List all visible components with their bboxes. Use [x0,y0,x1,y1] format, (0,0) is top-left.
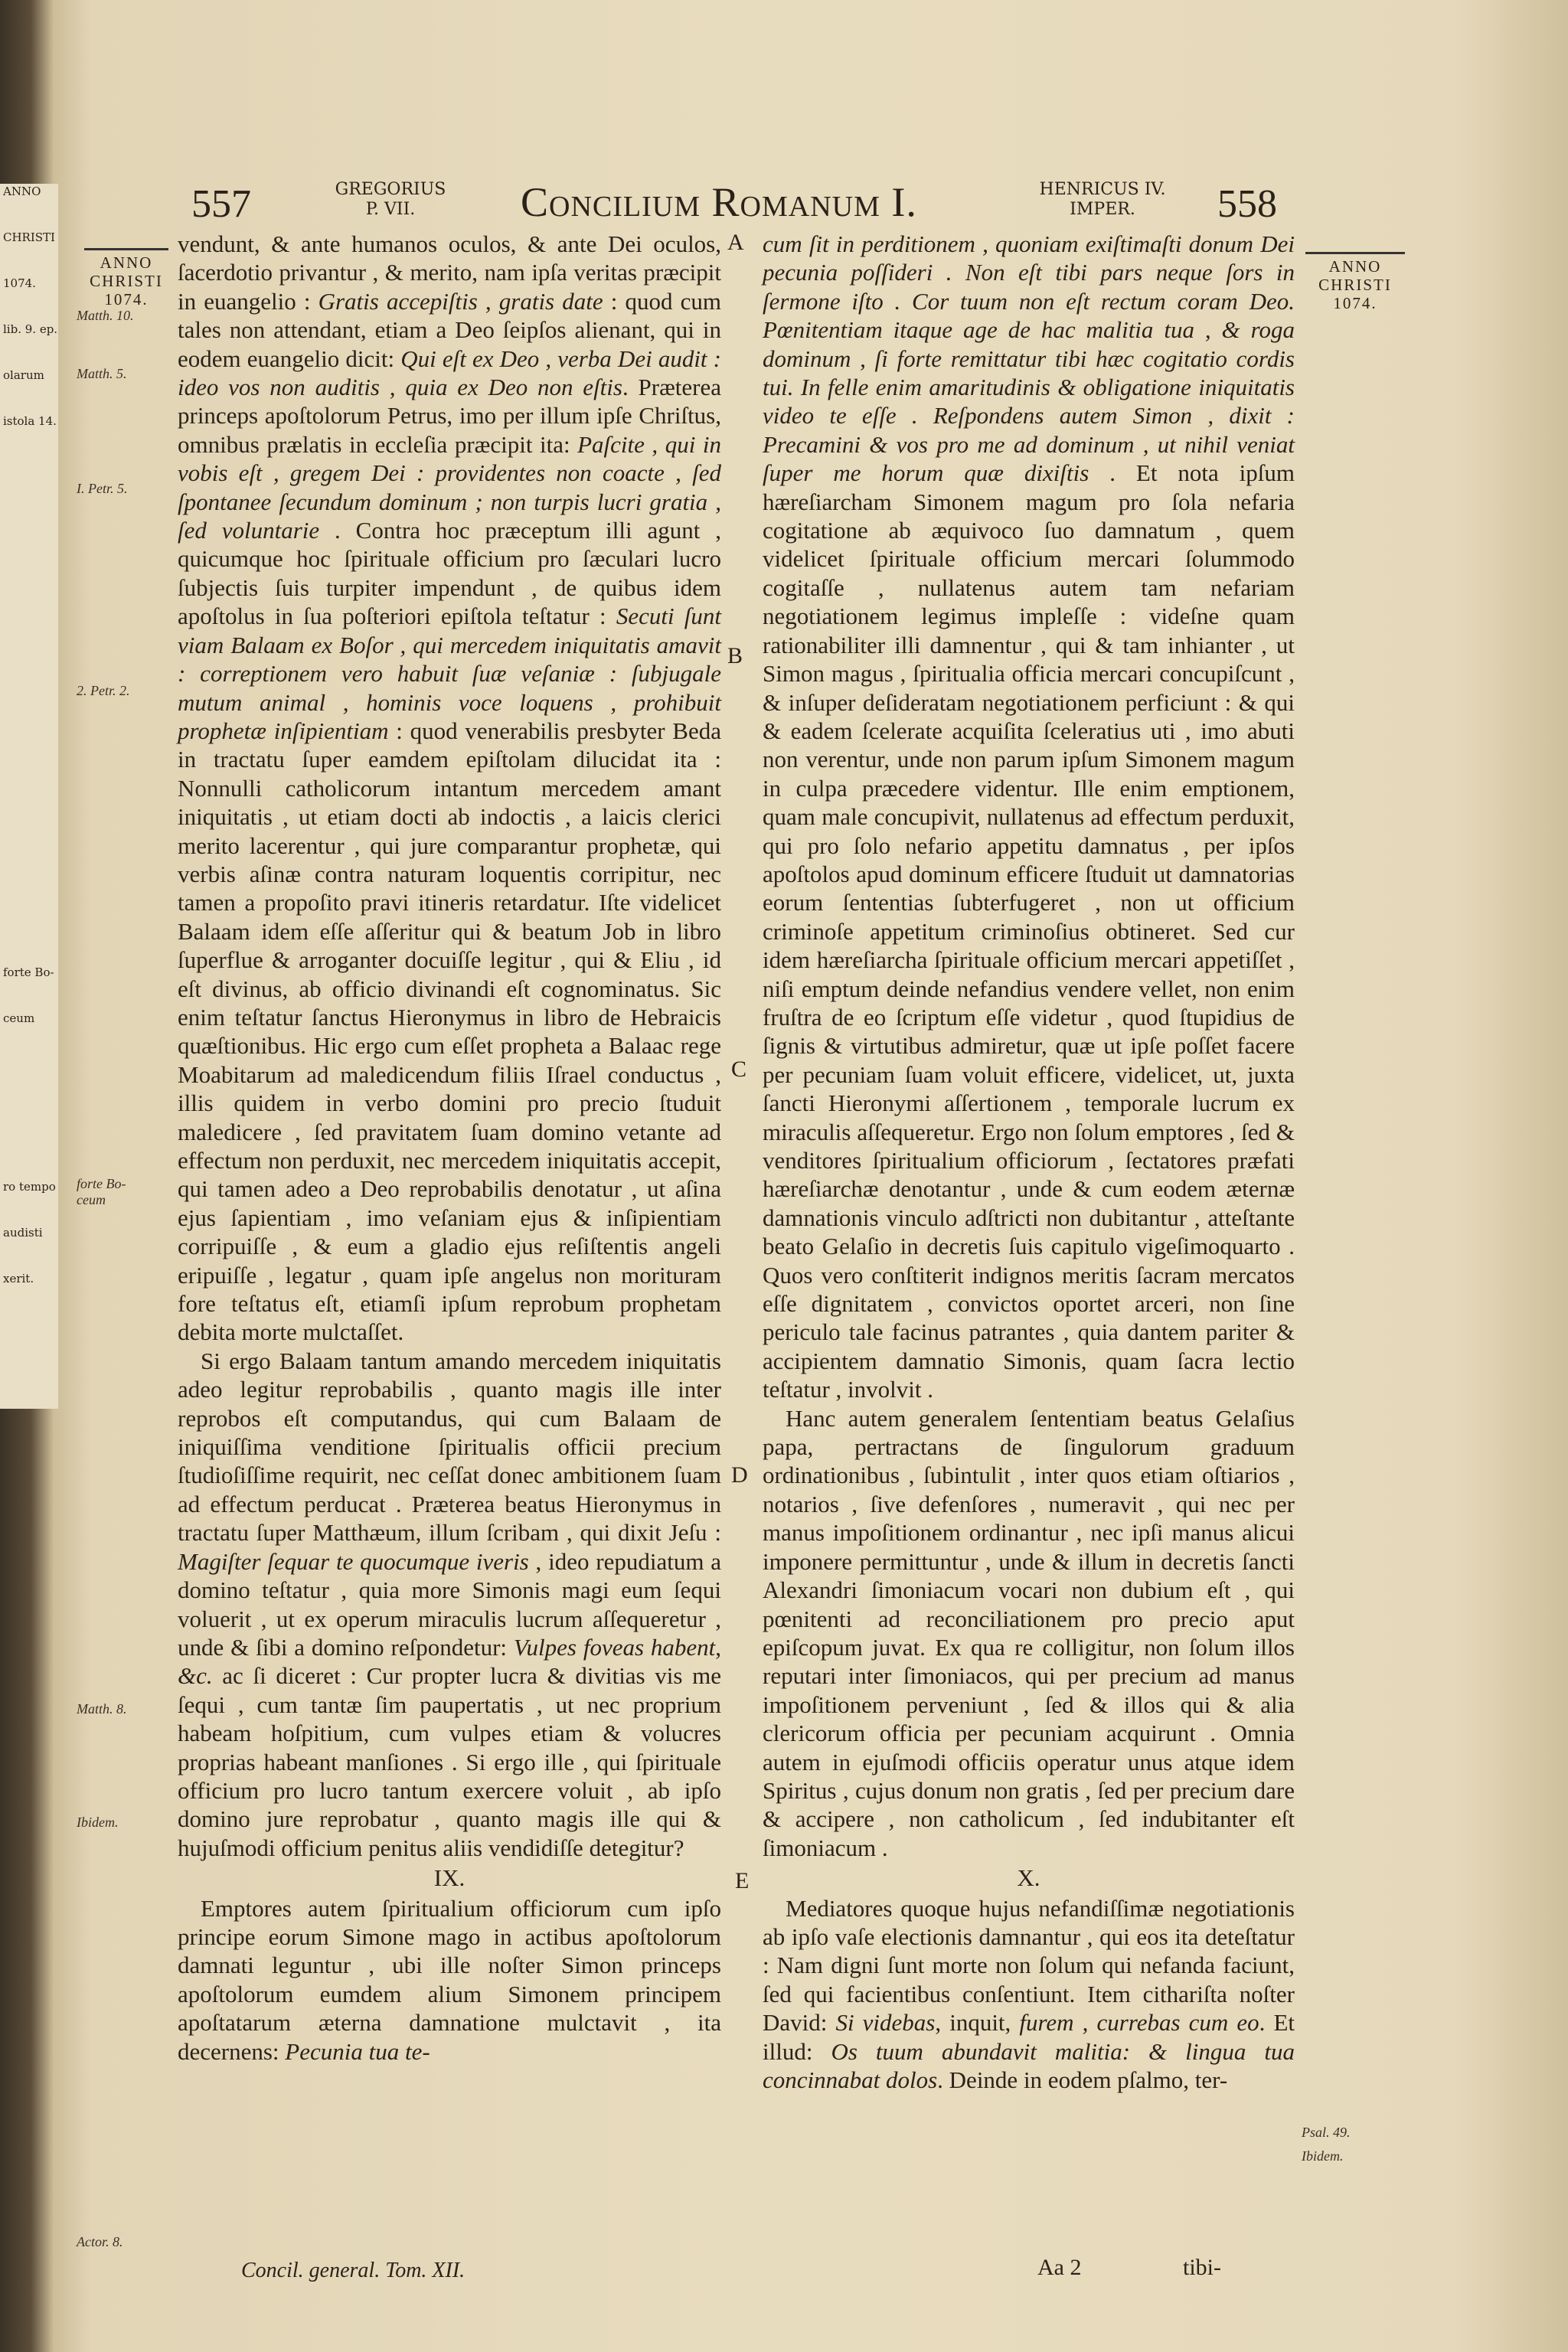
paragraph: Si ergo Balaam tantum amando mercedem iniquitatis adeo legitur reprobabilis , quanto magis ille inter reprobos eſt computandus, qui cum Balaam de iniquiſſima venditione ſpiritualis officii precium ſtudioſiſſime requirit, nec ceſſat donec ambitionem ſuam ad effectum perducat . Præterea beatus Hieronymus in tractatu ſuper Matthæum, illum ſcribam , qui dixit Jeſu : Magiſter ſequar te quocumque iveris , ideo repudiatum a domino teſtatur , quia more Simonis magi eum ſequi voluerit , ut ex operum miraculis lucrum aſſequeretur , unde & ſibi a domino reſpondetur: Vulpes foveas habent, &c. ac ſi diceret : Cur propter lucra & divitias vis me ſequi , cum tantæ ſim paupertatis , ut nec proprium habeam hoſpitium, cum vulpes etiam & volucres proprias habeant manſiones . Si ergo ille , qui ſpirituale officium pro lucro tantum exercere voluit , ab ipſo domino jure reprobatur , quanto magis ille qui & hujuſmodi officium penitus aliis vendidiſſe detegitur? [178,1347,722,1861]
section-letter-b: B [727,643,743,668]
strip-line: 1074. [3,276,36,290]
page-number-left: 557 [191,182,251,226]
marginal-note: Psal. 49. [1302,2125,1351,2140]
running-head-left: GREGORIUS P. VII. [335,180,446,219]
section-heading: X. [1017,1864,1040,1892]
marginal-note: Ibidem. [1302,2148,1344,2164]
marginal-note: Ibidem. [77,1815,119,1830]
page-title: Concilium Romanum I. [521,179,917,225]
paragraph: Hanc autem generalem ſententiam beatus Gelaſius papa, pertractans de ſingulorum graduum ordinationibus , ſubintulit , inter quos etiam oſtiarios , notarios , ſive defenſores , numeravit , qui nec per manus impoſitionem ordinantur , nec ipſi manus alicui imponere permittuntur , unde & illum in decretis ſancti Alexandri ſimoniacum vocari non dubium eſt , qui pœnitenti ad reconciliationem pro precio aput epiſcopum juvat. Ex qua re colligitur, non ſolum illos reputari inter ſimoniacos, qui per precium ad manus impoſitionem perveniunt , ſed & illos qui & alia clericorum officia per pecuniam acquirunt . Omnia autem in ejuſmodi officiis operatur unus atque idem Spiritus , cujus donum non gratis , ſed per precium dare & accipere , non catholicum , ſed indubitanter eſt ſimoniacum . [763,1404,1295,1861]
marginal-note: Matth. 10. [77,308,134,323]
marginal-note: Matth. 5. [77,366,127,381]
adjacent-page-edge [0,184,58,1409]
strip-line: xerit. [3,1272,34,1285]
section-heading: IX. [433,1864,466,1892]
strip-line: forte Bo- [3,965,54,979]
strip-line: lib. 9. ep. [3,322,58,336]
marginal-note: 2. Petr. 2. [77,683,130,698]
section-letter-e: E [735,1868,750,1893]
marginal-note: forte Bo- ceum [77,1176,126,1207]
marginal-note: Actor. 8. [77,2234,123,2249]
anno-christi-right: ANNO CHRISTI 1074. [1305,234,1405,312]
running-head-right: HENRICUS IV. IMPER. [1039,180,1166,219]
strip-line: ro tempo [3,1180,56,1194]
page-number-right: 558 [1217,182,1277,226]
right-column [763,230,1295,2094]
paragraph: cum ſit in perditionem , quoniam exiſtimaſti donum Dei pecunia poſſideri . Non eſt tibi pars neque ſors in ſermone iſto . Cor tuum non eſt rectum coram Deo. Pœnitentiam itaque age de hac malitia tua , & roga dominum , ſi forte remittatur tibi hæc cogitatio cordis tui. In felle enim amaritudinis & obligatione iniquitatis video te eſſe . Reſpondens autem Simon , dixit : Precamini & vos pro me ad dominum , ut nihil veniat ſuper me horum quæ dixiſtis . Et nota ipſum hæreſiarcham Simonem magum pro ſola nefaria cogitatione ab æquivoco ſuo damnatum , quem videlicet ſpirituale officium mercari ſolummodo cogitaſſe , nullatenus autem tam nefariam negotiationem legimus impleſſe : videſne quam rationabiliter illi damnentur , qui & tam inhianter , ut Simon magus , ſpiritualia officia mercari concupiſcunt , & inſuper deſideratam negotiationem perficiunt : & qui & eadem ſcelerate acquiſita ſceleratius uti , imo abuti non verentur, unde non parum ipſum Simonem magum in culpa præcedere videntur. Ille enim emptionem, quam male concupivit, nullatenus ad effectum perduxit, qui pro ſolo nefario appetitu damnatus , per ipſos apoſtolos apud dominum efficere ſtuduit ut damnatorias eorum ſententias ſubterfugeret , non ut officium criminoſe appetitum criminoſius obtineret. Sed cur idem hæreſiarcha ſpirituale officium mercari appetiſſet , niſi emptum deinde nefandius vendere vellet, non enim fruſtra de eo ſcriptum eſſe videtur , quod ſtupidius de ſignis & virtutibus admiretur, quæ ut ipſe poſſet facere per pecuniam ſuam voluit efficere, videlicet, ut, juxta ſancti Hieronymi aſſertionem , temporale lucrum ex miraculis aſſequeretur. Ergo non ſolum emptores , ſed & venditores ſpiritualium officiorum , ſectatores præfati hæreſiarchæ denotantur , unde & cum eodem æternæ damnationis vinculo adſtricti non dubitantur , atteſtante beato Gelaſio in decretis ſuis capitulo vigeſimoquarto . Quos vero conſtiterit indignos meritis ſacram mercatos eſſe dignitatem , convictos oportet arceri, non ſine periculo tale facinus patrantes , quia dantem pariter & accipientem damnatio Simonis, quam ſacra lectio teſtatur , involvit . [763,230,1295,1403]
strip-line: olarum [3,368,44,382]
catchword: tibi- [1183,2255,1221,2280]
footer-volume: Concil. general. Tom. XII. [241,2259,466,2282]
strip-line: audisti [3,1226,43,1240]
marginal-note: Matth. 8. [77,1701,127,1717]
anno-christi-left: ANNO CHRISTI 1074. [84,230,168,309]
strip-line: ceum [3,1011,35,1025]
section-letter-a: A [727,230,744,255]
left-column [178,230,721,2066]
strip-line: istola 14. [3,414,57,428]
section-letter-d: D [731,1462,748,1488]
signature-mark: Aa 2 [1037,2255,1082,2280]
strip-line: ANNO [3,185,41,198]
strip-line: CHRISTI [3,230,55,244]
marginal-note: I. Petr. 5. [77,481,128,496]
paragraph: Emptores autem ſpiritualium officiorum cum ipſo principe eorum Simone mago in actibus apoſtolorum damnati leguntur , ubi ille noſter Simon princeps apoſtolorum eumdem alium Simonem principem apoſtatarum æterna damnatione mulctavit , ita decernens: Pecunia tua te- [178,1894,721,2065]
section-letter-c: C [731,1057,747,1082]
paragraph: vendunt, & ante humanos oculos, & ante Dei oculos, ſacerdotio privantur , & merito, nam ipſa veritas præcipit in euangelio : Gratis accepiſtis , gratis date : quod cum tales non attendant, etiam a Deo ſeipſos alienant, qui in eodem euangelio dicit: Qui eſt ex Deo , verba Dei audit : ideo vos non auditis , quia ex Deo non eſtis. Præterea princeps apoſtolorum Petrus, imo per illum ipſe Chriſtus, omnibus prælatis in eccleſia præcipit ita: Paſcite , qui in vobis eſt , gregem Dei : providentes non coacte , ſed ſpontanee ſecundum dominum ; non turpis lucri gratia , ſed voluntarie . Contra hoc præceptum illi agunt , quicumque hoc ſpirituale officium pro ſæculari lucro ſubjectis ſuis turpiter impendunt , de quibus idem apoſtolus in ſua poſteriori epiſtola teſtatur : Secuti ſunt viam Balaam ex Boſor , qui mercedem iniquitatis amavit : correptionem vero habuit ſuæ veſaniæ : ſubjugale mutum animal , hominis voce loquens , prohibuit prophetæ inſipientiam : quod venerabilis presbyter Beda in tractatu ſuper eamdem epiſtolam dilucidat ita : Nonnulli catholicorum intantum mercedem amant iniquitatis , ut etiam docti ab indoctis , a laicis clerici merito lacerentur , qui jure comparantur prophetæ, qui verbis aſinæ contra naturam loquentis corripitur, nec tamen a propoſito pravi itineris retardatur. Iſte videlicet Balaam idem eſſe aſſeritur qui & beatum Job in libro ſuperflue & arroganter docuiſſe legitur , qui & Eliu , id eſt divinus, ab officio divinandi eſt cognominatus. Sic enim teſtatur ſanctus Hieronymus in libro de Hebraicis quæſtionibus. Hic ergo cum eſſet propheta a Balaac rege Moabitarum ad maledicendum filiis Iſrael conductus , illis quidem in verbo domini pro precio ſtuduit maledicere , ſed pravitatem ſuam domino vetante ad effectum non perduxit, nec mercedem iniquitatis accepit, qui tamen adeo a Deo reprobabilis denotatur , ut aſina ejus ſapientiam , imo veſaniam ejus & inſipientiam corripuiſſe , & eum a gladio ejus reſiſtentis angeli eripuiſſe , legatur , quam ipſe angelus non morituram fore teſtatus eſt, etiamſi ipſum reprobum prophetam debita morte mulctaſſet. [178,230,721,1346]
paragraph: Mediatores quoque hujus nefandiſſimæ negotiationis ab ipſo vaſe electionis damnantur , qui eos ita deteſtatur : Nam digni ſunt morte non ſolum qui nefanda faciunt, ſed qui facientibus conſentiunt. Item cithariſta noſter David: Si videbas, inquit, furem , currebas cum eo. Et illud: Os tuum abundavit malitia: & lingua tua concinnabat dolos. Deinde in eodem pſalmo, ter- [763,1894,1295,2093]
